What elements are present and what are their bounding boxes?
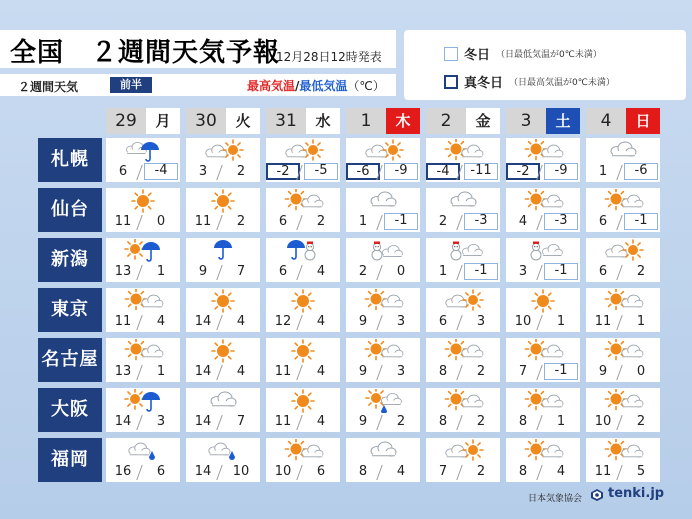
sun-cloud-icon (506, 389, 580, 413)
low-temp: -3 (464, 213, 498, 230)
sun-cloud-icon (586, 289, 660, 313)
high-temp: -2 (266, 163, 300, 180)
high-temp: 10 (274, 464, 292, 479)
forecast-cell (266, 388, 340, 432)
high-temp: 8 (438, 414, 448, 429)
low-temp: 2 (316, 214, 326, 229)
forecast-cell (506, 238, 580, 282)
sun-icon (186, 339, 260, 363)
forecast-cell (266, 338, 340, 382)
sun-cloud-icon (506, 339, 580, 363)
city-label: 札幌 (38, 138, 102, 182)
forecast-cell (586, 388, 660, 432)
forecast-cell (346, 238, 420, 282)
high-temp: 4 (518, 214, 528, 229)
forecast-cell (426, 288, 500, 332)
sun-cloud-icon (106, 289, 180, 313)
sun-icon (186, 289, 260, 313)
low-temp: 4 (396, 464, 406, 479)
sun-cloud-icon (426, 389, 500, 413)
forecast-cell (266, 288, 340, 332)
forecast-cell (346, 288, 420, 332)
midwinter-day-swatch (444, 75, 458, 89)
low-temp: 6 (316, 464, 326, 479)
high-temp: 14 (194, 464, 212, 479)
first-half-badge: 前半 (110, 77, 152, 93)
day-of-week: 日 (626, 108, 660, 134)
high-temp: 9 (198, 264, 208, 279)
cloud-sun-icon (186, 139, 260, 163)
low-temp: 3 (156, 414, 166, 429)
high-temp: 11 (114, 314, 132, 329)
low-temp: 2 (636, 414, 646, 429)
forecast-cell (106, 288, 180, 332)
low-temp: 4 (316, 314, 326, 329)
midwinter-day-legend (444, 72, 615, 91)
sun-cloud-rain-icon (346, 389, 420, 413)
cloud-icon (586, 139, 660, 163)
high-temp: 11 (594, 464, 612, 479)
high-temp: 14 (194, 314, 212, 329)
day-of-week: 水 (306, 108, 340, 134)
high-temp-legend: 最高気温 (247, 79, 296, 93)
high-temp: 8 (358, 464, 368, 479)
forecast-cell (426, 238, 500, 282)
forecast-cell (586, 338, 660, 382)
temp-unit: （℃） (347, 79, 385, 93)
low-temp: -1 (544, 363, 578, 380)
forecast-cell (346, 138, 420, 182)
forecast-cell (506, 288, 580, 332)
low-temp: 4 (316, 364, 326, 379)
low-temp: 0 (156, 214, 166, 229)
cloud-sun-icon (426, 439, 500, 463)
high-temp: 3 (198, 164, 208, 179)
day-number: 4 (586, 108, 626, 134)
low-temp: 4 (236, 364, 246, 379)
low-temp: 1 (156, 364, 166, 379)
sun-cloud-icon (346, 339, 420, 363)
sun-cloud-icon (106, 339, 180, 363)
city-label: 新潟 (38, 238, 102, 282)
low-temp: 2 (236, 164, 246, 179)
low-temp: -1 (544, 263, 578, 280)
sun-cloud-icon (506, 439, 580, 463)
sun-umbrella-icon (106, 239, 180, 263)
sun-icon (266, 289, 340, 313)
forecast-cell (106, 438, 180, 482)
forecast-cell (106, 388, 180, 432)
high-temp: 14 (194, 364, 212, 379)
sun-cloud-icon (426, 139, 500, 163)
low-temp: 5 (636, 464, 646, 479)
low-temp: 2 (476, 414, 486, 429)
high-temp: 11 (114, 214, 132, 229)
high-temp: 1 (598, 164, 608, 179)
sun-cloud-icon (586, 339, 660, 363)
low-temp: -1 (624, 213, 658, 230)
midwinter-day-name: 真冬日 (464, 76, 504, 91)
high-temp: -2 (506, 163, 540, 180)
city-label: 大阪 (38, 388, 102, 432)
high-temp: 11 (274, 414, 292, 429)
high-temp: 9 (598, 364, 608, 379)
day-number: 1 (346, 108, 386, 134)
cloud-sun-icon (426, 289, 500, 313)
low-temp: -1 (384, 213, 418, 230)
forecast-cell (586, 438, 660, 482)
cloud-icon (346, 439, 420, 463)
winter-day-legend (444, 44, 602, 63)
high-temp: 16 (114, 464, 132, 479)
issued-time: 12月28日12時発表 (276, 50, 382, 64)
sun-icon (506, 289, 580, 313)
high-temp: 11 (194, 214, 212, 229)
high-temp: 6 (438, 314, 448, 329)
forecast-cell (346, 338, 420, 382)
city-label: 東京 (38, 288, 102, 332)
low-temp: 2 (396, 414, 406, 429)
high-temp: 8 (518, 464, 528, 479)
forecast-cell (586, 188, 660, 232)
day-number: 31 (266, 108, 306, 134)
low-temp: 4 (316, 264, 326, 279)
day-number: 29 (106, 108, 146, 134)
day-of-week: 土 (546, 108, 580, 134)
umbrella-snow-icon (266, 239, 340, 263)
low-temp: -9 (384, 163, 418, 180)
sun-cloud-icon (586, 389, 660, 413)
low-temp: -9 (544, 163, 578, 180)
low-temp: -1 (464, 263, 498, 280)
forecast-cell (426, 438, 500, 482)
high-temp: 14 (114, 414, 132, 429)
winter-day-desc: （日最低気温が0℃未満） (496, 50, 602, 60)
sun-icon (106, 189, 180, 213)
day-of-week: 火 (226, 108, 260, 134)
low-temp: -11 (464, 163, 498, 180)
low-temp: -6 (624, 163, 658, 180)
forecast-cell (186, 188, 260, 232)
low-temp-legend: 最低気温 (299, 79, 348, 93)
umbrella-icon (186, 239, 260, 263)
cloud-rain-icon (106, 439, 180, 463)
sun-cloud-icon (506, 139, 580, 163)
high-temp: 8 (518, 414, 528, 429)
low-temp: 1 (156, 264, 166, 279)
low-temp: 7 (236, 264, 246, 279)
day-of-week: 月 (146, 108, 180, 134)
forecast-cell (186, 288, 260, 332)
high-temp: 3 (518, 264, 528, 279)
low-temp: 0 (636, 364, 646, 379)
sun-cloud-icon (426, 339, 500, 363)
snow-cloud-icon (426, 239, 500, 263)
low-temp: 2 (636, 264, 646, 279)
forecast-cell (106, 138, 180, 182)
city-label: 仙台 (38, 188, 102, 232)
low-temp: 4 (236, 314, 246, 329)
sun-cloud-icon (346, 289, 420, 313)
sun-cloud-icon (506, 189, 580, 213)
forecast-cell (346, 438, 420, 482)
forecast-cell (186, 138, 260, 182)
high-temp: 7 (518, 364, 528, 379)
low-temp: 3 (476, 314, 486, 329)
forecast-cell (106, 338, 180, 382)
cloud-icon (346, 189, 420, 213)
midwinter-day-desc: （日最高気温が0℃未満） (509, 78, 615, 88)
high-temp: 9 (358, 364, 368, 379)
page-title: 全国 ２週間天気予報 (10, 38, 281, 68)
low-temp: 1 (556, 414, 566, 429)
high-temp: 8 (438, 364, 448, 379)
temperature-legend (247, 77, 385, 94)
low-temp: 4 (316, 414, 326, 429)
legend-separator: / (295, 79, 300, 93)
high-temp: 10 (514, 314, 532, 329)
day-of-week: 金 (466, 108, 500, 134)
high-temp: 10 (594, 414, 612, 429)
high-temp: -4 (426, 163, 460, 180)
high-temp: 6 (598, 214, 608, 229)
cloud-sun-icon (266, 139, 340, 163)
high-temp: 12 (274, 314, 292, 329)
forecast-cell (426, 188, 500, 232)
high-temp: 11 (274, 364, 292, 379)
low-temp: -3 (544, 213, 578, 230)
high-temp: 6 (598, 264, 608, 279)
high-temp: 11 (594, 314, 612, 329)
day-number: 2 (426, 108, 466, 134)
winter-day-name: 冬日 (464, 48, 491, 63)
sun-icon (266, 339, 340, 363)
high-temp: -6 (346, 163, 380, 180)
cloud-icon (426, 189, 500, 213)
forecast-cell (186, 338, 260, 382)
low-temp: 1 (636, 314, 646, 329)
cloud-icon (186, 389, 260, 413)
low-temp: 4 (156, 314, 166, 329)
sun-cloud-icon (586, 439, 660, 463)
high-temp: 2 (358, 264, 368, 279)
sun-cloud-icon (586, 189, 660, 213)
day-number: 30 (186, 108, 226, 134)
forecast-cell (506, 388, 580, 432)
low-temp: -4 (144, 163, 178, 180)
low-temp: 1 (556, 314, 566, 329)
low-temp: 10 (232, 464, 250, 479)
high-temp: 13 (114, 364, 132, 379)
forecast-cell (426, 338, 500, 382)
high-temp: 1 (438, 264, 448, 279)
high-temp: 13 (114, 264, 132, 279)
sun-icon (266, 389, 340, 413)
cloud-sun-icon (586, 239, 660, 263)
high-temp: 6 (118, 164, 128, 179)
high-temp: 6 (278, 264, 288, 279)
forecast-cell (346, 188, 420, 232)
tenki-logo-icon (590, 488, 604, 502)
cloud-sun-icon (346, 139, 420, 163)
low-temp: 2 (236, 214, 246, 229)
forecast-cell (426, 138, 500, 182)
forecast-cell (586, 288, 660, 332)
forecast-cell (106, 188, 180, 232)
low-temp: 7 (236, 414, 246, 429)
forecast-cell (426, 388, 500, 432)
low-temp: 0 (396, 264, 406, 279)
high-temp: 9 (358, 414, 368, 429)
footer-logo: tenki.jp (608, 486, 665, 501)
high-temp: 14 (194, 414, 212, 429)
snow-icon (346, 239, 420, 263)
forecast-cell (586, 238, 660, 282)
high-temp: 7 (438, 464, 448, 479)
low-temp: 6 (156, 464, 166, 479)
forecast-cell (266, 138, 340, 182)
day-of-week: 木 (386, 108, 420, 134)
forecast-cell (346, 388, 420, 432)
forecast-cell (506, 138, 580, 182)
forecast-cell (106, 238, 180, 282)
cloud-umbrella-icon (106, 139, 180, 163)
low-temp: -5 (304, 163, 338, 180)
forecast-cell (506, 338, 580, 382)
forecast-cell (586, 138, 660, 182)
forecast-label: ２週間天気 (18, 80, 79, 94)
low-temp: 3 (396, 314, 406, 329)
winter-day-swatch (444, 47, 458, 61)
day-number: 3 (506, 108, 546, 134)
cloud-rain-icon (186, 439, 260, 463)
sun-cloud-icon (266, 439, 340, 463)
sun-cloud-icon (266, 189, 340, 213)
low-temp: 2 (476, 464, 486, 479)
footer-organization: 日本気象協会 (528, 494, 583, 504)
forecast-cell (266, 238, 340, 282)
high-temp: 2 (438, 214, 448, 229)
high-temp: 1 (358, 214, 368, 229)
forecast-cell (266, 438, 340, 482)
forecast-cell (506, 188, 580, 232)
forecast-cell (186, 388, 260, 432)
sun-umbrella-icon (106, 389, 180, 413)
forecast-cell (506, 438, 580, 482)
low-temp: 2 (476, 364, 486, 379)
city-label: 福岡 (38, 438, 102, 482)
snow-cloud-icon (506, 239, 580, 263)
low-temp: 3 (396, 364, 406, 379)
sun-icon (186, 189, 260, 213)
forecast-cell (186, 238, 260, 282)
city-label: 名古屋 (38, 338, 102, 382)
forecast-cell (266, 188, 340, 232)
high-temp: 6 (278, 214, 288, 229)
low-temp: 4 (556, 464, 566, 479)
forecast-cell (186, 438, 260, 482)
high-temp: 9 (358, 314, 368, 329)
